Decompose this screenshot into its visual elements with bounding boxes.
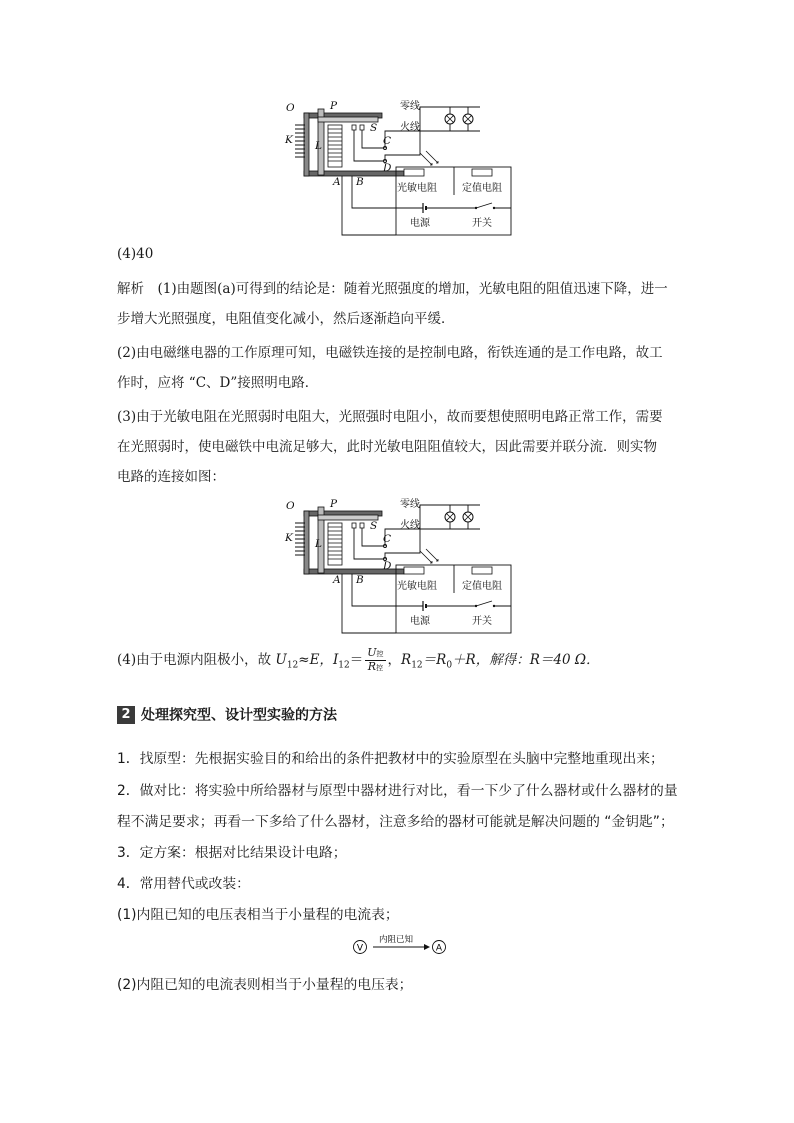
analysis-line-6: 在光照弱时，使电磁铁中电流足够大，此时光敏电阻阻值较大，因此需要并联分流．则实物 — [117, 439, 657, 455]
label-photoresistor: 光敏电阻 — [397, 581, 437, 592]
label-P: P — [330, 100, 338, 112]
label-live: 火线 — [400, 520, 420, 531]
formula-sub-12b: 12 — [338, 660, 350, 671]
label-P: P — [330, 498, 338, 510]
label-switch: 开关 — [472, 218, 492, 229]
label-K: K — [285, 134, 293, 146]
label-neutral: 零线 — [400, 101, 420, 112]
label-B: B — [356, 574, 364, 586]
label-D: D — [383, 162, 392, 174]
label-B: B — [356, 176, 364, 188]
label-L: L — [315, 140, 322, 152]
method-2a: 2．做对比：将实验中所给器材与原型中器材进行对比，看一下少了什么器材或什么器材的量 — [117, 783, 678, 799]
section-heading — [117, 704, 337, 725]
label-C: C — [383, 135, 392, 147]
method-4-1: (1)内阻已知的电压表相当于小量程的电流表； — [117, 907, 399, 923]
label-A: A — [333, 574, 341, 586]
formula-prefix: (4)由于电源内阻极小，故 — [117, 652, 276, 668]
formula-sub-12a: 12 — [286, 660, 299, 671]
label-O: O — [286, 102, 295, 114]
answer-4: (4)40 — [117, 246, 154, 262]
method-2b: 程不满足要求；再看一下多给了什么器材，注意多给的器材可能就是解决问题的 “金钥匙”； — [117, 814, 674, 830]
method-3: 3．定方案：根据对比结果设计电路； — [117, 845, 347, 861]
analysis-line-5: (3)由于光敏电阻在光照弱时电阻大，光照强时电阻小，故而要想使照明电路正常工作，需要 — [117, 409, 663, 425]
label-neutral: 零线 — [400, 499, 420, 510]
label-S: S — [370, 122, 378, 134]
label-fixed-resistor: 定值电阻 — [462, 183, 502, 194]
label-power: 电源 — [410, 616, 430, 627]
label-D: D — [383, 560, 392, 572]
section-title: 处理探究型、设计型实验的方法 — [141, 707, 337, 724]
circuit-diagram-bottom — [280, 493, 520, 638]
analysis-line-1: 解析 (1)由题图(a)可得到的结论是：随着光照强度的增加，光敏电阻的阻值迅速下降，进一 — [117, 281, 668, 297]
conversion-diagram — [352, 933, 452, 963]
label-O: O — [286, 500, 295, 512]
analysis-line-8: (4)由于电源内阻极小，故 $U_{12}\approx E$，$I_{12}=$ $\frac{\text{U控}}{\text{R控}}$ ，$R_{12}=R_0+R$，解得：R＝40 Ω． — [117, 646, 600, 673]
analysis-line-4: 作时，应将 “C、D”接照明电路． — [117, 375, 319, 391]
formula-eq1: ≈E， — [298, 652, 333, 668]
label-S: S — [370, 520, 378, 532]
circuit-diagram-top — [280, 95, 520, 240]
label-switch: 开关 — [472, 616, 492, 627]
label-K: K — [285, 532, 293, 544]
label-A: A — [333, 176, 341, 188]
analysis-line-3: (2)由电磁继电器的工作原理可知，电磁铁连接的是控制电路，衔铁连通的是工作电路，故工 — [117, 345, 663, 361]
voltmeter-symbol: V — [356, 943, 364, 954]
formula-result: ＋R，解得：R＝40 Ω． — [452, 652, 600, 668]
label-power: 电源 — [410, 218, 430, 229]
analysis-line-2: 步增大光照强度，电阻值变化减小，然后逐渐趋向平缓． — [117, 311, 455, 327]
formula-fraction: $\frac{\text{U控}}{\text{R控}}$ — [367, 646, 384, 673]
method-4: 4．常用替代或改装： — [117, 876, 250, 892]
label-photoresistor: 光敏电阻 — [397, 183, 437, 194]
section-number-badge: 2 — [117, 706, 135, 724]
label-live: 火线 — [400, 122, 420, 133]
method-1: 1．找原型：先根据实验目的和给出的条件把教材中的实验原型在头脑中完整地重现出来； — [117, 751, 664, 767]
label-L: L — [315, 538, 322, 550]
formula-r: R — [401, 652, 412, 668]
formula-u: U — [275, 652, 287, 668]
label-C: C — [383, 533, 392, 545]
ammeter-symbol: A — [435, 943, 443, 954]
formula-i: I — [332, 652, 339, 668]
method-4-2: (2)内阻已知的电流表则相当于小量程的电压表； — [117, 977, 413, 993]
label-fixed-resistor: 定值电阻 — [462, 581, 502, 592]
analysis-line-7: 电路的连接如图： — [117, 469, 225, 485]
conversion-arrow-label: 内阻已知 — [378, 935, 414, 945]
